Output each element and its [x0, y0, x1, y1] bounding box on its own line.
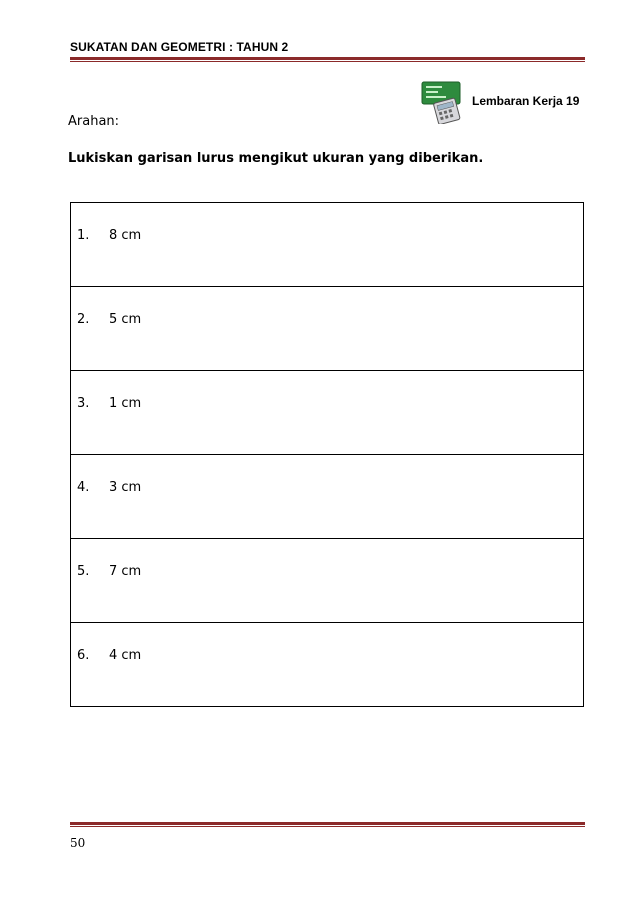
- footer-rule-thick: [70, 822, 585, 825]
- header-title: SUKATAN DAN GEOMETRI : TAHUN 2: [70, 40, 289, 54]
- task-measure: 8 cm: [109, 228, 142, 243]
- task-number: 6.: [77, 648, 90, 663]
- task-measure: 3 cm: [109, 480, 142, 495]
- task-number: 1.: [77, 228, 90, 243]
- task-measure: 7 cm: [109, 564, 142, 579]
- task-measure: 1 cm: [109, 396, 142, 411]
- page-number: 50: [70, 836, 86, 850]
- task-row: [71, 455, 583, 539]
- task-measure: 5 cm: [109, 312, 142, 327]
- task-row: [71, 539, 583, 623]
- worksheet-label: Lembaran Kerja 19: [472, 94, 580, 108]
- header-rule-thick: [70, 57, 585, 60]
- task-table: [70, 202, 584, 707]
- task-row: [71, 623, 583, 706]
- task-row: [71, 371, 583, 455]
- arahan-label: Arahan:: [68, 114, 120, 129]
- instruction-text: Lukiskan garisan lurus mengikut ukuran yang diberikan.: [68, 151, 484, 166]
- task-number: 4.: [77, 480, 90, 495]
- task-number: 5.: [77, 564, 90, 579]
- header-rule-thin: [70, 61, 585, 62]
- task-row: [71, 287, 583, 371]
- footer-rule-thin: [70, 826, 585, 827]
- calculator-chalkboard-icon: [418, 80, 466, 124]
- task-row: [71, 203, 583, 287]
- task-number: 3.: [77, 396, 90, 411]
- task-measure: 4 cm: [109, 648, 142, 663]
- task-number: 2.: [77, 312, 90, 327]
